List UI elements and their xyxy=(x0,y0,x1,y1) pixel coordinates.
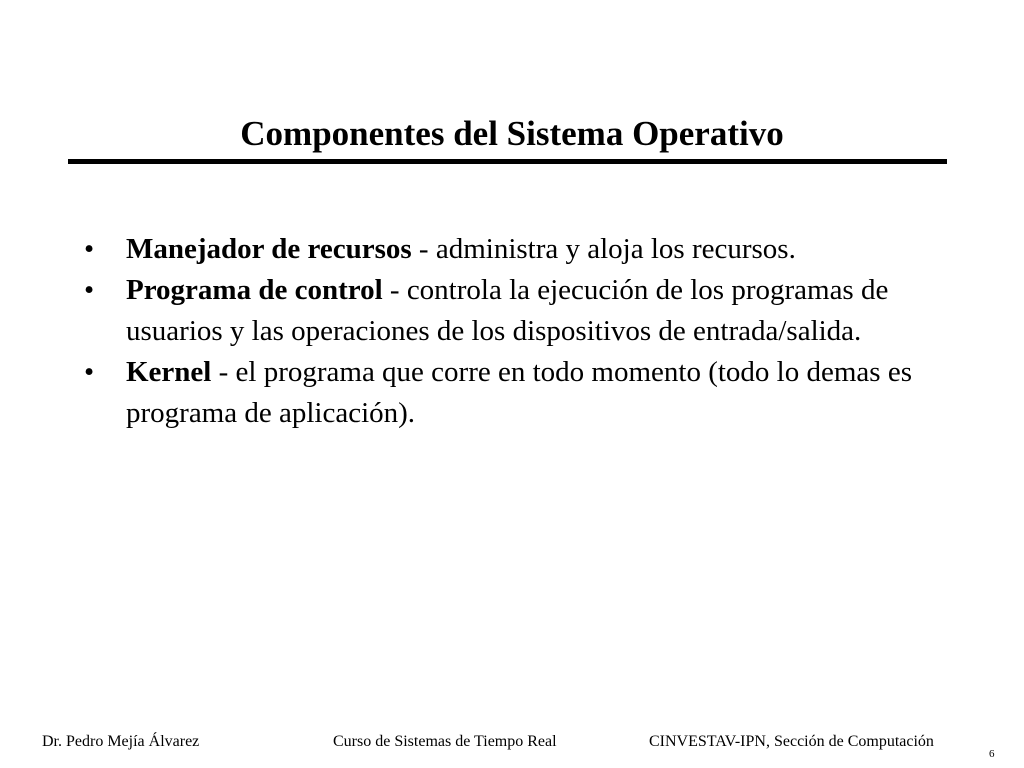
bullet-description: - el programa que corre en todo momento (todo lo demas es programa de aplicación). xyxy=(126,356,912,429)
bullet-icon: • xyxy=(84,356,95,388)
bullet-list xyxy=(84,229,964,434)
footer-course: Curso de Sistemas de Tiempo Real xyxy=(333,733,557,750)
slide-title: Componentes del Sistema Operativo xyxy=(240,114,784,153)
footer-institution: CINVESTAV-IPN, Sección de Computación xyxy=(649,733,934,750)
bullet-term: Programa de control xyxy=(126,274,383,306)
bullet-item-control-program xyxy=(84,270,964,352)
bullet-description: - controla la ejecución de los programas de usuarios y las operaciones de los dispositivos de entrada/salida. xyxy=(126,274,889,347)
bullet-item-resource-manager xyxy=(84,229,964,270)
footer-author: Dr. Pedro Mejía Álvarez xyxy=(42,733,200,750)
page-number: 6 xyxy=(989,748,995,760)
bullet-icon: • xyxy=(84,274,95,306)
bullet-item-kernel xyxy=(84,352,964,434)
bullet-term: Manejador de recursos xyxy=(126,233,412,265)
title-underline xyxy=(68,159,947,164)
bullet-description: - administra y aloja los recursos. xyxy=(411,233,796,265)
bullet-icon: • xyxy=(84,233,95,265)
bullet-term: Kernel xyxy=(126,356,212,388)
